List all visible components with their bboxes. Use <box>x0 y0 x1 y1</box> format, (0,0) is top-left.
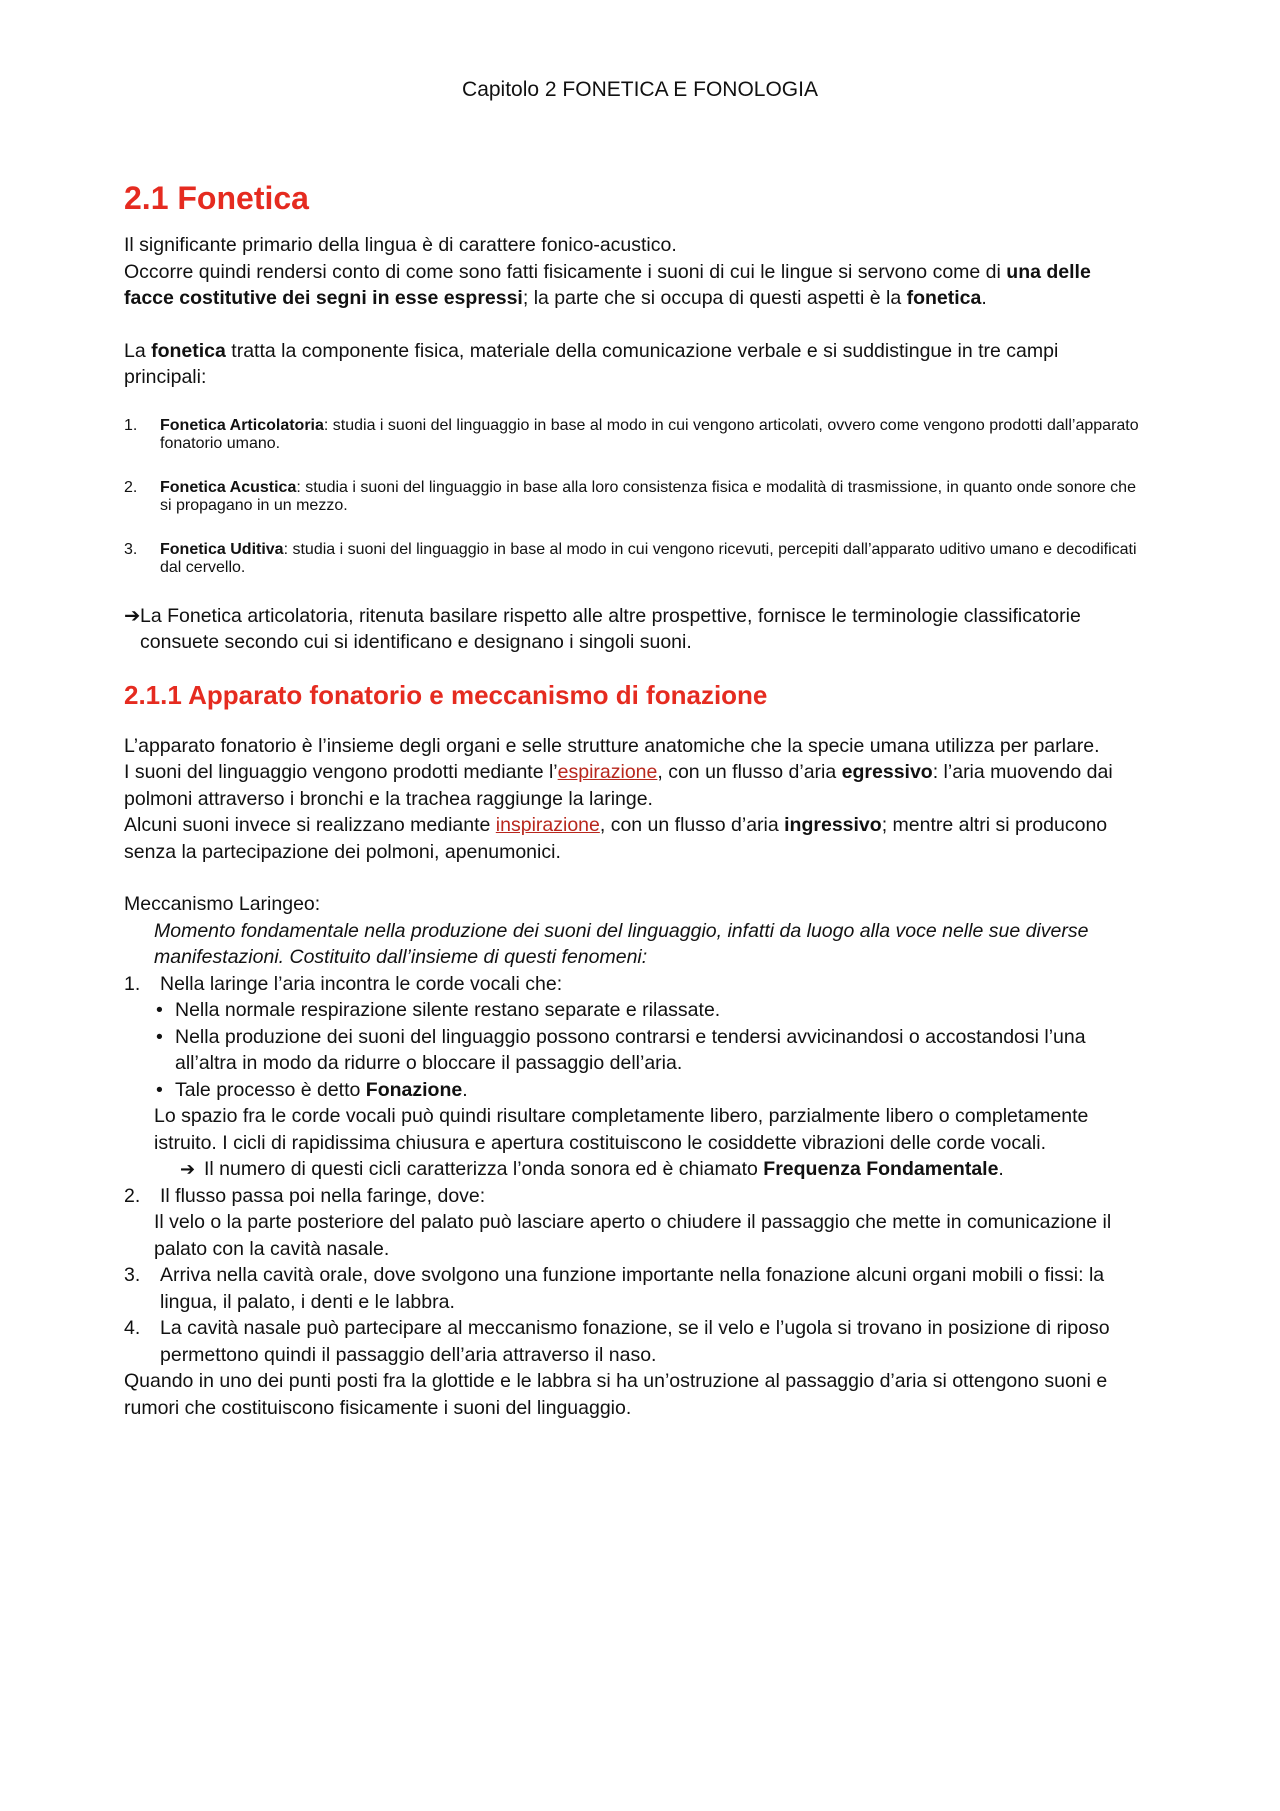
list-item: 4. La cavità nasale può partecipare al meccanismo fonazione, se il velo e l’ugola si trovano in posizione di riposo permettono quindi il passaggio dell’aria attraverso il naso. <box>124 1317 1110 1366</box>
list-item: 1. Fonetica Articolatoria: studia i suoni del linguaggio in base al modo in cui vengono articolati, ovvero come vengono prodotti dall’apparato fonatorio umano. <box>124 416 1139 452</box>
link-inspirazione[interactable]: inspirazione <box>495 814 600 837</box>
pharynx-detail: Il velo o la parte posteriore del palato può lasciare aperto o chiudere il passaggio che mette in comunicazione il palato con la cavità nasale. <box>154 1211 1112 1260</box>
list-item: 1. Nella laringe l’aria incontra le corde vocali che: <box>124 972 563 995</box>
running-header: Capitolo 2 FONETICA E FONOLOGIA <box>462 78 818 101</box>
paragraph-espirazione: I suoni del linguaggio vengono prodotti mediante l’espirazione, con un flusso d’aria egressivo: l’aria muovendo dai polmoni attraverso i bronchi e la trachea raggiunge la laringe. <box>124 761 1113 810</box>
mechanism-title: Meccanismo Laringeo: <box>124 893 321 916</box>
vocal-cords-bullets <box>124 997 1140 1103</box>
intro-paragraph: Occorre quindi rendersi conto di come sono fatti fisicamente i suoni di cui le lingue si servono come di una delle facce costitutive dei segni in esse espressi; la parte che si occupa di questi aspetti è la fonetica. <box>124 260 1091 310</box>
definition-paragraph: La fonetica tratta la componente fisica, materiale della comunicazione verbale e si suddistingue in tre campi principali: <box>124 339 1059 389</box>
list-item: 3. Fonetica Uditiva: studia i suoni del linguaggio in base al modo in cui vengono ricevuti, percepiti dall’apparato uditivo umano e decodificati dal cervello. <box>124 540 1137 576</box>
list-item: • Tale processo è detto Fonazione. <box>156 1078 468 1101</box>
frequency-note: ➔ Il numero di questi cicli caratterizza l’onda sonora ed è chiamato Frequenza Fondamentale. <box>124 1156 1140 1183</box>
list-item: 2. Fonetica Acustica: studia i suoni del linguaggio in base alla loro consistenza fisica e modalità di trasmissione, in quanto onde sonore che si propagano in un mezzo. <box>124 478 1136 514</box>
list-item: • Nella produzione dei suoni del linguaggio possono contrarsi e tendersi avvicinandosi o accostandosi l’una all’altra in modo da ridurre o bloccare il passaggio dell’aria. <box>156 1025 1086 1075</box>
mechanism-description: Momento fondamentale nella produzione dei suoni del linguaggio, infatti da luogo alla voce nelle sue diverse manifestazioni. Costituito dall’insieme di questi fenomeni: <box>154 919 1089 969</box>
vocal-cords-detail: Lo spazio fra le corde vocali può quindi risultare completamente libero, parzialmente libero o completamente istruito. I cicli di rapidissima chiusura e apertura costituiscono le cosiddette vibrazioni delle corde vocali. <box>154 1105 1089 1154</box>
paragraph-inspirazione: Alcuni suoni invece si realizzano mediante inspirazione, con un flusso d’aria ingressivo; mentre altri si producono senza la partecipazione dei polmoni, apenumonici. <box>124 814 1108 863</box>
intro-line-1: Il significante primario della lingua è di carattere fonico-acustico. <box>124 234 677 257</box>
arrow-right-icon: ➔ <box>124 604 141 627</box>
section-heading-fonetica: 2.1 Fonetica <box>124 180 309 216</box>
list-item: 3. Arriva nella cavità orale, dove svolgono una funzione importante nella fonazione alcuni organi mobili o fissi: la lingua, il palato, i denti e le labbra. <box>124 1264 1105 1313</box>
phonetics-fields-list <box>124 417 1140 577</box>
mechanism-steps <box>124 971 1140 1369</box>
paragraph-apparato: L’apparato fonatorio è l’insieme degli organi e selle strutture anatomiche che la specie umana utilizza per parlare. <box>124 734 1100 757</box>
arrow-right-icon: ➔ <box>180 1159 196 1180</box>
subsection-heading-apparato: 2.1.1 Apparato fonatorio e meccanismo di fonazione <box>124 679 768 710</box>
list-item: 2. Il flusso passa poi nella faringe, dove: <box>124 1184 486 1207</box>
list-item: • Nella normale respirazione silente restano separate e rilassate. <box>156 999 721 1022</box>
link-espirazione[interactable]: espirazione <box>557 761 658 784</box>
articulatory-note: ➔ La Fonetica articolatoria, ritenuta basilare rispetto alle altre prospettive, fornisce le terminologie classificatorie consuete secondo cui si identificano e designano i singoli suoni. <box>124 604 1081 654</box>
closing-paragraph: Quando in uno dei punti posti fra la glottide e le labbra si ha un’ostruzione al passaggio d’aria si ottengono suoni e rumori che costituiscono fisicamente i suoni del linguaggio. <box>124 1370 1108 1419</box>
